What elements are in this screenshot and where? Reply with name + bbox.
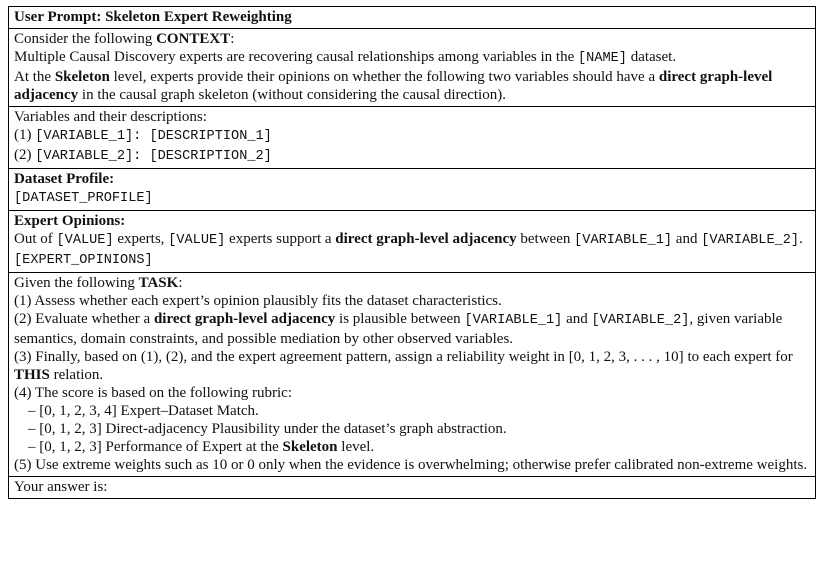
prompt-title [9, 7, 815, 28]
variable-1: (1) [VARIABLE_1]: [DESCRIPTION_1] [14, 127, 272, 144]
profile-heading: Dataset Profile: [14, 171, 115, 187]
opinions-text: Out of [VALUE] experts, [VALUE] experts support a direct graph-level adjacency between [VARIABLE_1] and [VARIABLE_2]. [EXPERT_OPINIONS] [14, 231, 803, 268]
task-item-1: (1) Assess whether each expert’s opinion plausibly fits the dataset characteristics. [14, 293, 502, 309]
prompt-box [8, 6, 816, 499]
task-item-2: (2) Evaluate whether a direct graph-level adjacency is plausible between [VARIABLE_1] and [VARIABLE_2], given variable semantics, domain constraints, and possible mediation by other observed variables. [14, 311, 783, 347]
task-intro: Given the following TASK: [14, 275, 183, 291]
variables-section [9, 106, 815, 168]
context-line-3: At the Skeleton level, experts provide their opinions on whether the following two variables should have a direct graph-level adjacency in the causal graph skeleton (without considering the causal direction). [14, 69, 773, 103]
profile-section [9, 168, 815, 210]
profile-value: [DATASET_PROFILE] [14, 191, 153, 206]
context-section [9, 28, 815, 106]
variables-heading: Variables and their descriptions: [14, 109, 207, 125]
answer-section [9, 476, 815, 498]
variable-2: (2) [VARIABLE_2]: [DESCRIPTION_2] [14, 147, 272, 164]
task-item-4: (4) The score is based on the following rubric: [14, 385, 292, 401]
prompt-title-text: User Prompt: Skeleton Expert Reweighting [14, 9, 292, 25]
task-item-5: (5) Use extreme weights such as 10 or 0 only when the evidence is overwhelming; otherwise prefer calibrated non-extreme weights. [14, 457, 808, 473]
context-line-1: Consider the following CONTEXT: [14, 31, 235, 47]
context-line-2: Multiple Causal Discovery experts are recovering causal relationships among variables in the [NAME] dataset. [14, 49, 677, 66]
task-section [9, 272, 815, 476]
task-item-3: (3) Finally, based on (1), (2), and the expert agreement pattern, assign a reliability weight in [0, 1, 2, 3, . . . , 10] to each expert for THIS relation. [14, 349, 793, 383]
answer-prompt: Your answer is: [14, 479, 108, 495]
rubric-item-1: – [0, 1, 2, 3, 4] Expert–Dataset Match. [28, 403, 259, 419]
rubric-item-2: – [0, 1, 2, 3] Direct-adjacency Plausibility under the dataset’s graph abstraction. [28, 421, 507, 437]
rubric-item-3: – [0, 1, 2, 3] Performance of Expert at the Skeleton level. [28, 439, 375, 455]
opinions-section [9, 210, 815, 272]
opinions-heading: Expert Opinions: [14, 213, 126, 229]
